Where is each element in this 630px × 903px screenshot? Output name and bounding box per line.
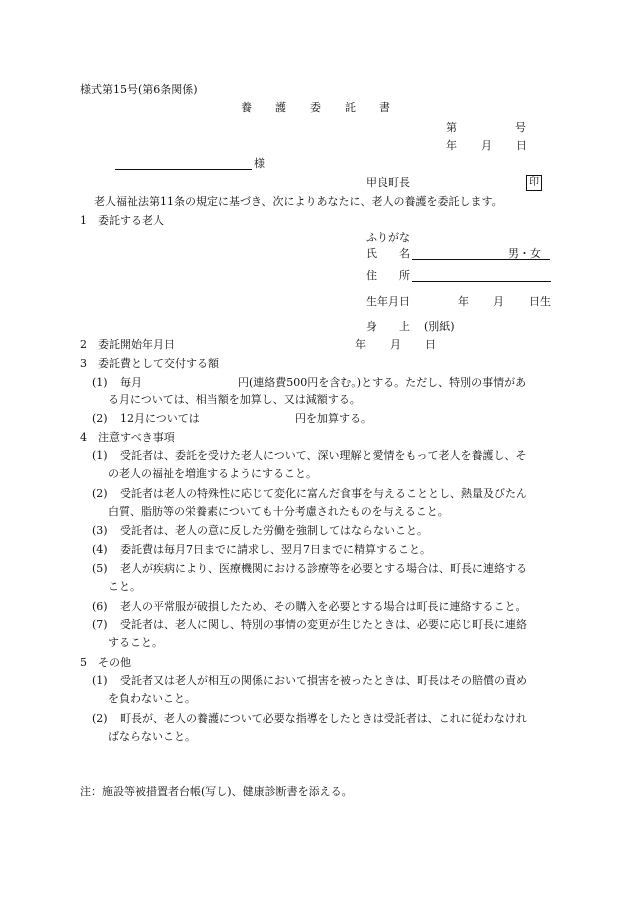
s4-item-line: 受託者は老人の特殊性に応じて変化に富んだ食事を与えることとし、熱量及びたん xyxy=(120,487,527,500)
birth-day: 日生 xyxy=(529,295,551,308)
footnote: 注：施設等被措置者台帳(写し)、健康診断書を添える。 xyxy=(80,785,353,798)
title-char-4: 託 xyxy=(345,101,356,114)
s4-item-line: 受託者は、老人に関し、特別の事情の変更が生じたときは、必要に応じ町長に連絡 xyxy=(120,618,527,631)
s5-item-num: (2) xyxy=(92,712,108,725)
s3-item1-amount-text: 円(連絡費500円を含む。)とする。ただし、特別の事情があ xyxy=(238,376,527,389)
start-month: 月 xyxy=(390,338,401,351)
s4-item-line: すること。 xyxy=(108,636,163,649)
s5-item-line: を負わないこと。 xyxy=(108,692,196,705)
birth-year: 年 xyxy=(458,295,469,308)
name-label: 氏 名 xyxy=(366,247,410,260)
title-char-3: 委 xyxy=(310,101,321,114)
form-number: 様式第15号(第6条関係) xyxy=(80,83,198,96)
s5-item-line: 受託者又は老人が相互の関係において損害を被ったときは、町長はその賠償の責め xyxy=(120,674,527,687)
s3-item1-continued: る月については、相当額を加算し、又は減額する。 xyxy=(108,393,361,406)
s4-item-line: 白質、脂肪等の栄養素についても十分考慮されたものを与えること。 xyxy=(108,505,449,518)
s4-item-num: (2) xyxy=(92,487,108,500)
s5-item-line: ばならないこと。 xyxy=(108,730,196,743)
s3-item1-num: (1) xyxy=(92,376,108,389)
s4-item-num: (4) xyxy=(92,543,108,556)
addressee-sama: 様 xyxy=(254,157,265,170)
s4-item-line: 老人が疾病により、医療機関における診療等を必要とする場合は、町長に連絡する xyxy=(120,562,527,575)
birth-month: 月 xyxy=(493,295,504,308)
section1-heading: 1 委託する老人 xyxy=(80,214,164,227)
s5-item-num: (1) xyxy=(92,674,108,687)
title-char-5: 書 xyxy=(379,101,390,114)
address-line xyxy=(412,281,551,282)
s4-item-num: (5) xyxy=(92,562,108,575)
start-year: 年 xyxy=(355,338,366,351)
s4-item-num: (3) xyxy=(92,524,108,537)
s3-item2-num: (2) xyxy=(92,412,108,425)
intro-text: 老人福祉法第11条の規定に基づき、次によりあなたに、老人の養護を委託します。 xyxy=(94,195,503,208)
s4-item-line: 受託者は、老人の意に反した労働を強制してはならないこと。 xyxy=(120,524,428,537)
s4-item-line: 委託費は毎月7日までに請求し、翌月7日までに精算すること。 xyxy=(120,543,431,556)
birth-label: 生年月日 xyxy=(366,295,410,308)
s4-item-num: (6) xyxy=(92,600,108,613)
gender-choice: 男・女 xyxy=(508,247,541,260)
date-day: 日 xyxy=(516,139,527,152)
seal-mark: 印 xyxy=(526,175,542,191)
sender-name: 甲良町長 xyxy=(366,176,410,189)
title-char-1: 養 xyxy=(241,101,252,114)
status-label: 身 上 xyxy=(366,320,410,333)
s4-item-num: (7) xyxy=(92,618,108,631)
section4-heading: 4 注意すべき事項 xyxy=(80,431,175,444)
s3-item2-amount-text: 円を加算する。 xyxy=(295,412,372,425)
addressee-line xyxy=(115,169,252,170)
s4-item-line: 受託者は、委託を受けた老人について、深い理解と愛情をもって老人を養護し、そ xyxy=(120,449,527,462)
start-day: 日 xyxy=(425,338,436,351)
s4-item-line: の老人の福祉を増進するようにすること。 xyxy=(108,467,317,480)
s4-item-line: 老人の平常服が破損したため、その購入を必要とする場合は町長に連絡すること。 xyxy=(120,600,527,613)
date-month: 月 xyxy=(481,139,492,152)
furigana-label: ふりがな xyxy=(366,231,410,244)
number-dai: 第 xyxy=(446,121,457,134)
title-char-2: 護 xyxy=(275,101,286,114)
number-go: 号 xyxy=(515,121,526,134)
section2-heading: 2 委託開始年月日 xyxy=(80,338,175,351)
s3-item1-monthly: 毎月 xyxy=(120,376,142,389)
date-year: 年 xyxy=(446,139,457,152)
s5-item-line: 町長が、老人の養護について必要な指導をしたときは受託者は、これに従わなけれ xyxy=(120,712,527,725)
section5-heading: 5 その他 xyxy=(80,656,131,669)
s4-item-num: (1) xyxy=(92,449,108,462)
address-label: 住 所 xyxy=(366,269,410,282)
s4-item-line: こと。 xyxy=(108,580,141,593)
section3-heading: 3 委託費として交付する額 xyxy=(80,357,219,370)
status-value: (別紙) xyxy=(424,320,455,333)
s3-item2-december: 12月については xyxy=(120,412,200,425)
